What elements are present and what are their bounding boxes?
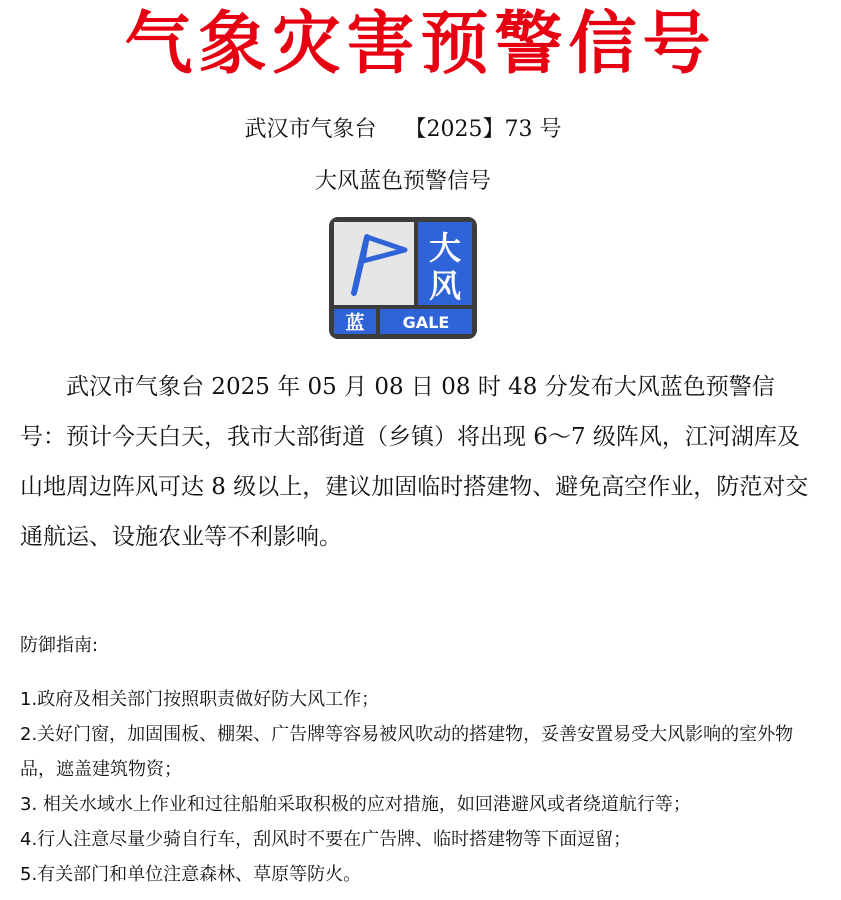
- document-title: 气象灾害预警信号: [124, 4, 717, 84]
- type-char-2: 风: [428, 267, 462, 305]
- issuer-line: [0, 114, 806, 146]
- english-label: GALE: [402, 313, 450, 332]
- defense-guide-heading: 防御指南:: [20, 635, 99, 656]
- guide-item: 1.政府及相关部门按照职责做好防大风工作；: [20, 689, 380, 710]
- warning-body-text: 武汉市气象台 2025 年 05 月 08 日 08 时 48 分发布大风蓝色预警信号：预计今天白天，我市大部街道（乡镇）将出现 6～7 级阵风，江河湖库及山地周边阵风可达 8 级以上，建议加固临时搭建物、避免高空作业，防范对交通航运、设施农业等不利影响。: [20, 374, 809, 550]
- level-char: 蓝: [345, 312, 365, 334]
- signal-name: 大风蓝色预警信号: [314, 169, 491, 194]
- guide-item: 2.关好门窗，加固围板、棚架、广告牌等容易被风吹动的搭建物，妥善安置易受大风影响的室外物品，遮盖建筑物资；: [20, 724, 794, 780]
- issuer-organization: 武汉市气象台: [244, 117, 377, 142]
- document-number: 【2025】73 号: [404, 117, 562, 142]
- guide-item: 4.行人注意尽量少骑自行车，刮风时不要在广告牌、临时搭建物等下面逗留；: [20, 829, 632, 850]
- guide-item: 5.有关部门和单位注意森林、草原等防火。: [20, 864, 362, 885]
- defense-guide-list: [20, 682, 810, 892]
- signal-icon-graphic: [329, 217, 477, 339]
- type-char-1: 大: [428, 229, 462, 267]
- guide-item: 3. 相关水域水上作业和过往船舶采取积极的应对措施，如回港避风或者绕道航行等；: [20, 794, 691, 815]
- flag-panel: [334, 222, 414, 305]
- gale-blue-signal-icon: [329, 217, 477, 339]
